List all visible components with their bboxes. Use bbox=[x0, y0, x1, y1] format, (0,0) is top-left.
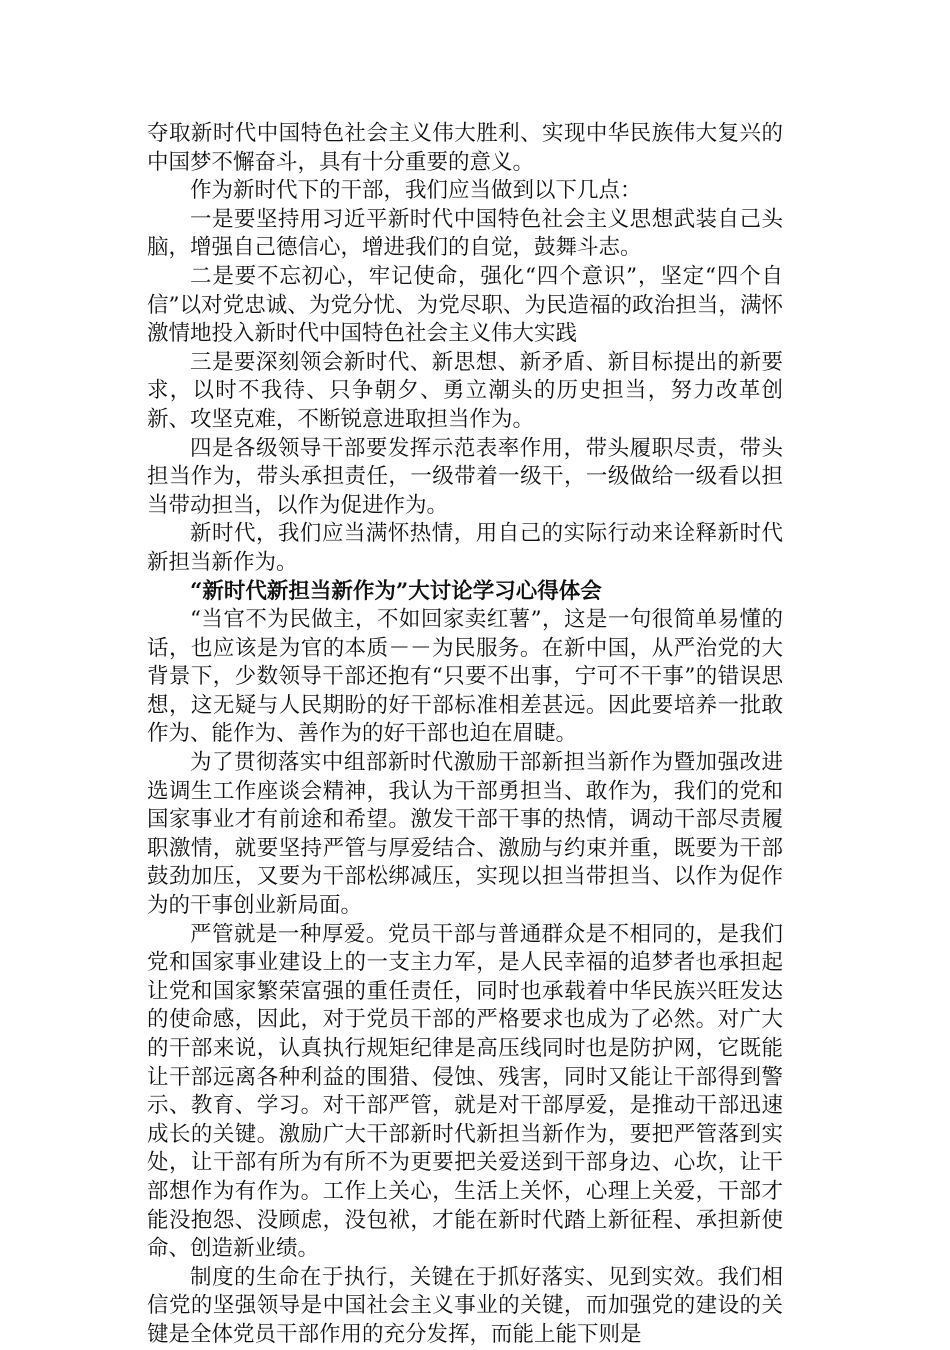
paragraph: “当官不为民做主，不如回家卖红薯”，这是一句很简单易懂的话，也应该是为官的本质－－为民服务。在新中国，从严治党的大背景下，少数领导干部还抱有“只要不出事，宁可不干事”的错误思想，这无疑与人民期盼的好干部标准相差甚远。因此要培养一批敢作为、能作为、善作为的好干部也迫在眉睫。 bbox=[147, 607, 783, 747]
paragraph: 四是各级领导干部要发挥示范表率作用，带头履职尽责，带头担当作为，带头承担责任，一级带着一级干，一级做给一级看以担当带动担当，以作为促进作为。 bbox=[147, 435, 783, 518]
paragraph: 制度的生命在于执行，关键在于抓好落实、见到实效。我们相信党的坚强领导是中国社会主义事业的关键，而加强党的建设的关键是全体党员干部作用的充分发挥，而能上能下则是 bbox=[147, 1264, 783, 1347]
document-page bbox=[147, 120, 783, 1350]
paragraph: 严管就是一种厚爱。党员干部与普通群众是不相同的，是我们党和国家事业建设上的一支主力军，是人民幸福的追梦者也承担起让党和国家繁荣富强的重任责任，同时也承载着中华民族兴旺发达的使命感，因此，对于党员干部的严格要求也成为了必然。对广大的干部来说，认真执行规矩纪律是高压线同时也是防护网，它既能让干部远离各种利益的围猎、侵蚀、残害，同时又能让干部得到警示、教育、学习。对干部严管，就是对干部厚爱，是推动干部迅速成长的关键。激励广大干部新时代新担当新作为，要把严管落到实处，让干部有所为有所不为更要把关爱送到干部身边、心坎，让干部想作为有作为。工作上关心，生活上关怀，心理上关爱，干部才能没抱怨、没顾虑，没包袱，才能在新时代踏上新征程、承担新使命、创造新业绩。 bbox=[147, 921, 783, 1262]
paragraph: 为了贯彻落实中组部新时代激励干部新担当新作为暨加强改进选调生工作座谈会精神，我认为干部勇担当、敢作为，我们的党和国家事业才有前途和希望。激发干部干事的热情，调动干部尽责履职激情，就要坚持严管与厚爱结合、激励与约束并重，既要为干部鼓劲加压，又要为干部松绑减压，实现以担当带担当、以作为促作为的干事创业新局面。 bbox=[147, 750, 783, 919]
section-heading: “新时代新担当新作为”大讨论学习心得体会 bbox=[190, 578, 602, 604]
paragraph: 作为新时代下的干部，我们应当做到以下几点： bbox=[190, 178, 642, 204]
paragraph: 二是要不忘初心，牢记使命，强化“四个意识”，坚定“四个自信”以对党忠诚、为党分忧、为党尽职、为民造福的政治担当，满怀激情地投入新时代中国特色社会主义伟大实践 bbox=[147, 263, 783, 347]
paragraph: 夺取新时代中国特色社会主义伟大胜利、实现中华民族伟大复兴的中国梦不懈奋斗，具有十分重要的意义。 bbox=[147, 121, 783, 175]
paragraph: 三是要深刻领会新时代、新思想、新矛盾、新目标提出的新要求，以时不我待、只争朝夕、勇立潮头的历史担当，努力改革创新、攻坚克难，不断锐意进取担当作为。 bbox=[147, 349, 783, 432]
paragraph: 一是要坚持用习近平新时代中国特色社会主义思想武装自己头脑，增强自己德信心，增进我们的自觉，鼓舞斗志。 bbox=[147, 206, 783, 261]
paragraph: 新时代，我们应当满怀热情，用自己的实际行动来诠释新时代新担当新作为。 bbox=[147, 521, 783, 575]
